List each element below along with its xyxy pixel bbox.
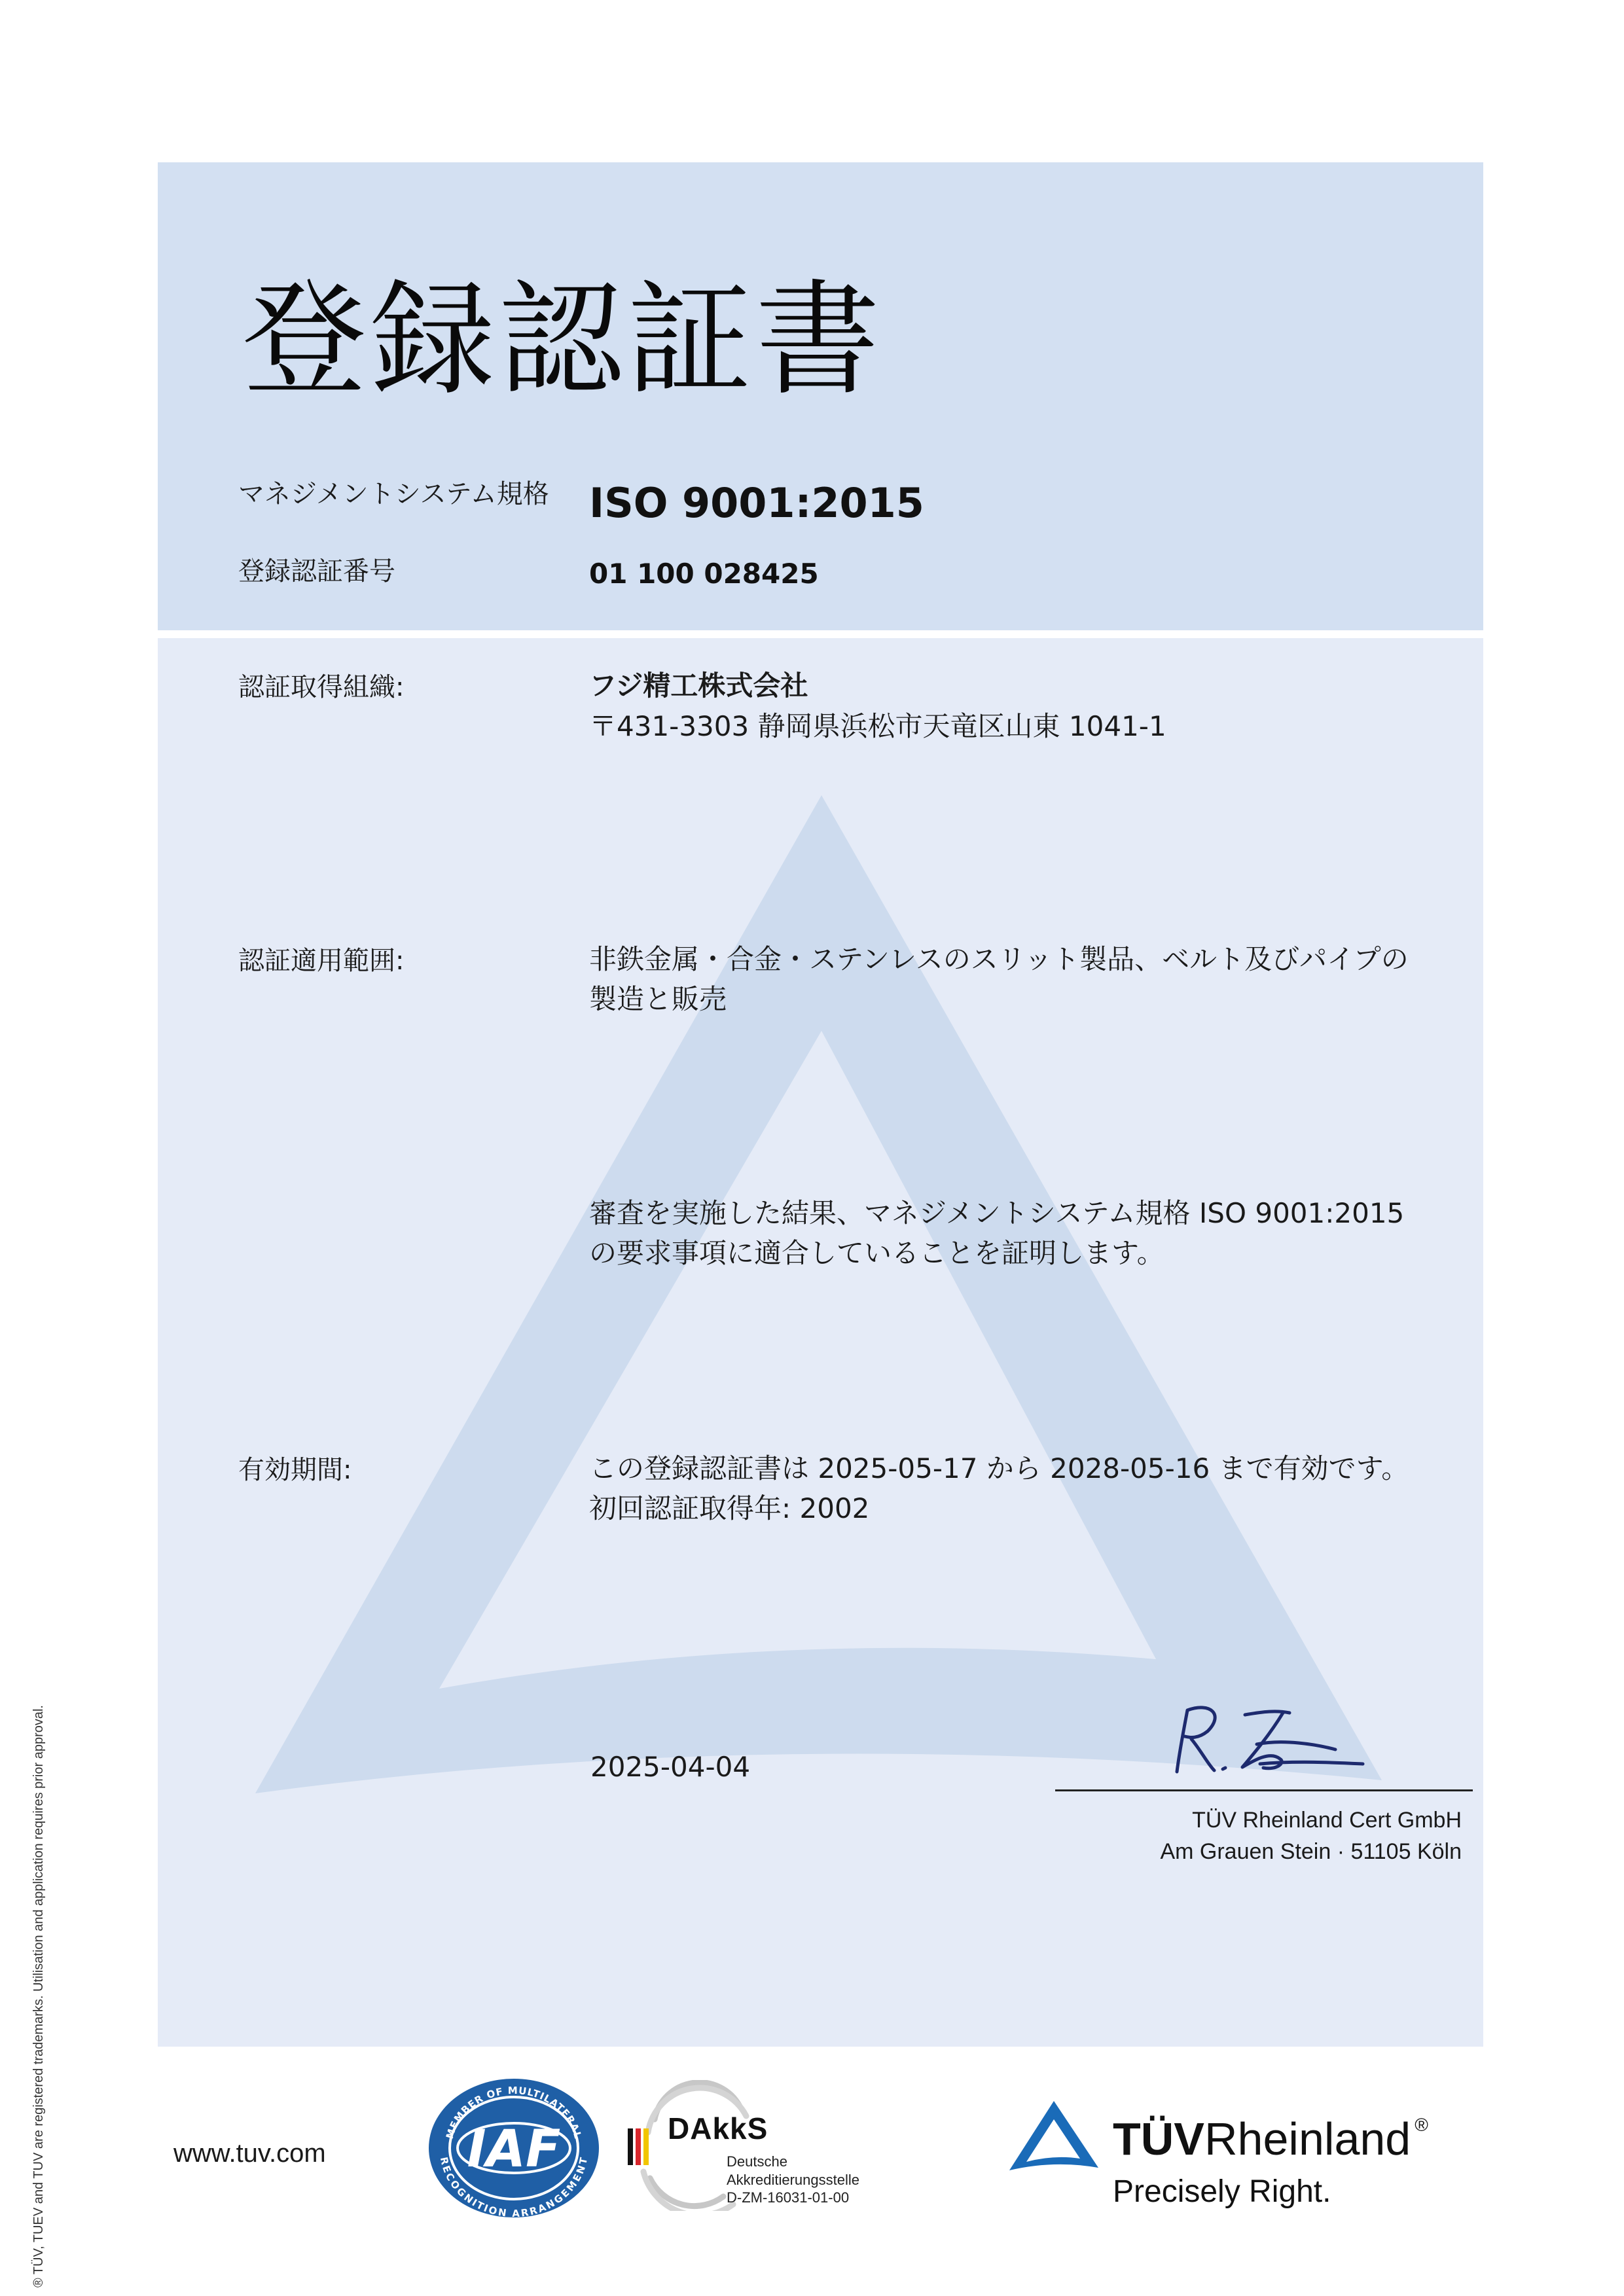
signature-line — [1055, 1789, 1473, 1791]
trademark-notice: ® TÜV, TUEV and TUV are registered trademarks. Utilisation and application requires prior approval. — [31, 1705, 46, 2287]
certificate-title: 登録認証書 — [242, 268, 884, 412]
organization-address: 〒431-3303 静岡県浜松市天竜区山東 1041-1 — [589, 710, 1166, 742]
statement-line-2: の要求事項に適合していることを証明します。 — [589, 1237, 1164, 1269]
organization-label: 認証取得組織: — [238, 672, 405, 702]
certificate-number-label: 登録認証番号 — [238, 556, 395, 586]
dakks-subtitle-2: Akkreditierungsstelle — [727, 2171, 859, 2188]
dakks-code: D-ZM-16031-01-00 — [727, 2189, 850, 2206]
issuer-address: Am Grauen Stein · 51105 Köln — [1160, 1839, 1462, 1864]
dakks-name: DAkkS — [668, 2111, 768, 2145]
validity-line-1: この登録認証書は 2025-05-17 から 2028-05-16 まで有効です。 — [589, 1452, 1409, 1484]
tuv-name-regular: Rheinland — [1204, 2113, 1411, 2164]
organization-name: フジ精工株式会社 — [589, 670, 808, 702]
iaf-ring-text-top: MEMBER OF MULTILATERAL — [443, 2084, 585, 2141]
registered-mark: ® — [1415, 2115, 1428, 2135]
standard-label: マネジメントシステム規格 — [238, 479, 549, 509]
iaf-ring-text-bottom: RECOGNITION ARRANGEMENT — [437, 2156, 590, 2220]
tuv-slogan: Precisely Right. — [1113, 2174, 1331, 2209]
tuv-name-bold: TÜV — [1113, 2113, 1204, 2164]
signature-icon — [1172, 1698, 1368, 1784]
iaf-seal-icon — [425, 2076, 602, 2220]
validity-line-2: 初回認証取得年: 2002 — [589, 1492, 870, 1524]
dakks-text-block — [668, 2111, 859, 2207]
tuv-triangle-icon — [1008, 2100, 1100, 2172]
validity-label: 有効期間: — [238, 1455, 352, 1485]
scope-line-2: 製造と販売 — [589, 983, 727, 1015]
issuer-name: TÜV Rheinland Cert GmbH — [1192, 1808, 1462, 1833]
tuv-logo — [1113, 2113, 1428, 2210]
issue-date: 2025-04-04 — [590, 1751, 751, 1783]
standard-value: ISO 9001:2015 — [589, 479, 924, 527]
scope-line-1: 非鉄金属・合金・ステンレスのスリット製品、ベルト及びパイプの — [589, 943, 1409, 975]
iaf-text: IAF — [467, 2120, 561, 2179]
certificate-number: 01 100 028425 — [589, 558, 819, 590]
dakks-subtitle-1: Deutsche — [727, 2153, 787, 2170]
statement-line-1: 審査を実施した結果、マネジメントシステム規格 ISO 9001:2015 — [589, 1197, 1405, 1229]
issuer-block — [1160, 1805, 1462, 1867]
website-link[interactable]: www.tuv.com — [173, 2139, 326, 2168]
scope-label: 認証適用範囲: — [238, 946, 405, 976]
